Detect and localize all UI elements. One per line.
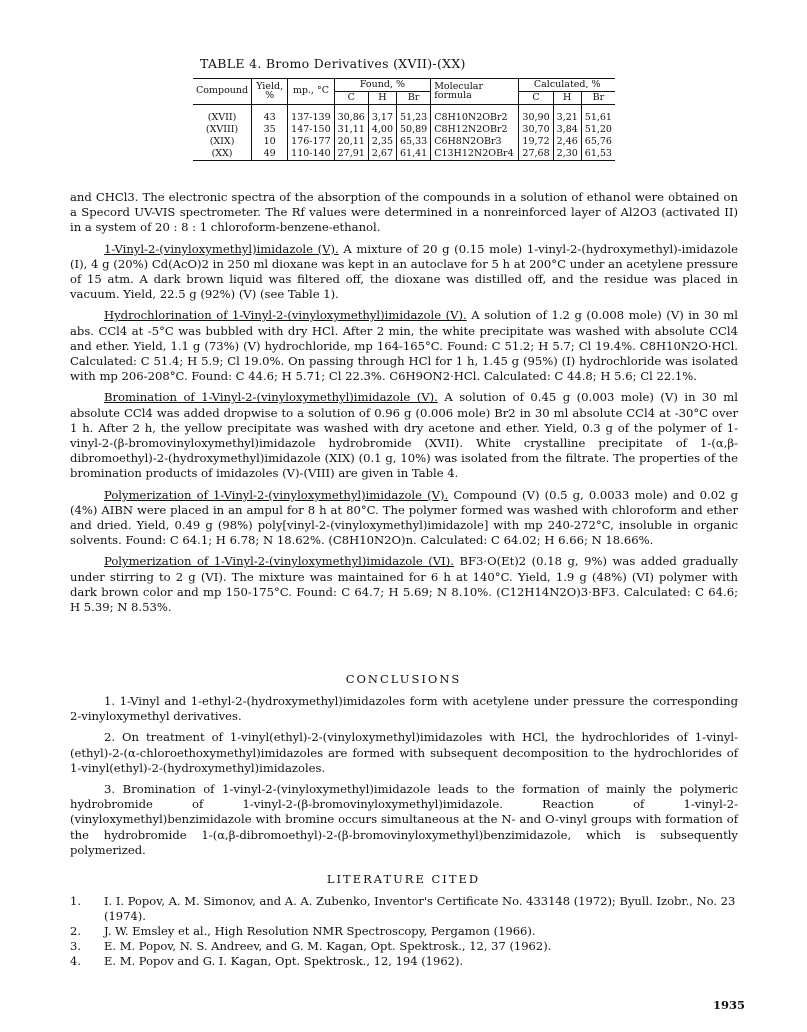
cell-found-c: 31,11 <box>334 124 368 136</box>
cell-calc-h: 2,46 <box>553 136 581 148</box>
paragraph-text: A solution of 0.45 g (0.003 mole) (V) in 30 ml absolute CCl4 was added dropwise to a solution of 0.96 g (0.006 mole) Br2 in 30 ml absolute CCl4 at -30°C over 1 h. After 2 h, the yellow precipitate was washed with dry acetone and ether. Yield, 0.3 g of the polymer of 1-vinyl-2-(β-bromovinyloxymethyl)imidazole hydrobromide (XVII). White crystalline precipitate of 1-(α,β-dibromoethyl)-2-(hydroxymethyl)imidazole (XIX) (0.1 g, 10%) was isolated from the filtrate. The properties of the bromination products of imidazoles (V)-(VIII) are given in Table 4. <box>70 390 738 481</box>
cell-found-h: 3,17 <box>368 112 396 124</box>
cell-calc-br: 51,20 <box>581 124 615 136</box>
reference-text: E. M. Popov and G. I. Kagan, Opt. Spektrosk., 12, 194 (1962). <box>104 954 464 968</box>
cell-calc-br: 65,76 <box>581 136 615 148</box>
reference-number: 4. <box>70 954 81 968</box>
cell-compound: (XVIII) <box>205 123 239 135</box>
cell-calc-br: 51,61 <box>581 112 615 124</box>
cell-found-c: 30,86 <box>334 112 368 124</box>
reference-item <box>70 939 738 954</box>
reference-item <box>70 924 738 939</box>
reference-item <box>70 954 738 969</box>
cell-mp: 176-177 <box>288 136 334 148</box>
paragraph-text: Compound (V) (0.5 g, 0.0033 mole) and 0.02 g (4%) AIBN were placed in an ampul for 8 h at 80°C. The polymer formed was washed with chloroform and ether and dried. Yield, 0.49 g (98%) poly[vinyl-2-(vinyloxymethyl)imidazole] with mp 240-272°C, insoluble in organic solvents. Found: C 64.1; H 6.78; N 18.62%. (C8H10N2O)n. Calculated: C 64.02; H 6.66; N 18.66%. <box>70 487 738 548</box>
paragraph-vinyl-synthesis <box>70 242 738 303</box>
cell-yield: 49 <box>252 148 288 160</box>
paragraph-text: A mixture of 20 g (0.15 mole) 1-vinyl-2-(hydroxymethyl)-imidazole (I), 4 g (20%) Cd(AcO)2 in 250 ml dioxane was kept in an autoclave for 5 h at 200°C under an acetylene pressure of 15 atm. A dark brown liquid was filtered off, the dioxane was distilled off, and the residue was placed in vacuum. Yield, 22.5 g (92%) (V) (see Table 1). <box>70 241 738 302</box>
reference-number: 3. <box>70 939 81 953</box>
header-compound: Compound <box>193 79 252 105</box>
paragraph-title: Hydrochlorination of 1-Vinyl-2-(vinyloxymethyl)imidazole (V). <box>104 308 467 323</box>
cell-mp: 110-140 <box>288 148 334 160</box>
cell-calc-c: 30,70 <box>519 124 553 136</box>
cell-calc-br: 61,53 <box>581 148 615 160</box>
intro-paragraph: and CHCl3. The electronic spectra of the absorption of the compounds in a solution of ethanol were obtained on a Specord UV-VIS spectrometer. The Rf values were determined in a nonreinforced layer of Al2O3 (activated II) in a system of 20 : 8 : 1 chloroform-benzene-ethanol. <box>70 190 738 235</box>
cell-calc-h: 2,30 <box>553 148 581 160</box>
paragraph-polymerization-vi <box>70 554 738 615</box>
cell-found-c: 27,91 <box>334 148 368 160</box>
header-found: Found, % <box>334 79 431 92</box>
header-calc-br: Br <box>581 91 615 104</box>
header-calc-h: H <box>553 91 581 104</box>
cell-found-h: 2,67 <box>368 148 396 160</box>
paragraph-text: BF3·O(Et)2 (0.18 g, 9%) was added gradually under stirring to 2 g (VI). The mixture was maintained for 6 h at 140°C. Yield, 1.9 g (48%) (VI) polymer with dark brown color and mp 150-175°C. Found: C 64.7; H 5.69; N 8.10%. (C12H14N2O)3·BF3. Calculated: C 64.6; H 5.39; N 8.53%. <box>70 554 738 615</box>
cell-compound: (XIX) <box>209 135 235 147</box>
cell-formula: C6H8N2OBr3 <box>431 136 519 148</box>
cell-yield: 10 <box>252 136 288 148</box>
paragraph-title: Bromination of 1-Vinyl-2-(vinyloxymethyl)imidazole (V). <box>104 390 438 405</box>
cell-calc-c: 30,90 <box>519 112 553 124</box>
header-mp: mp., °C <box>288 79 334 105</box>
cell-calc-h: 3,84 <box>553 124 581 136</box>
reference-item <box>70 894 738 924</box>
header-yield: Yield, % <box>252 79 288 105</box>
cell-mp: 137-139 <box>288 112 334 124</box>
cell-formula: C8H10N2OBr2 <box>431 112 519 124</box>
table-row <box>193 124 615 136</box>
reference-number: 2. <box>70 924 81 938</box>
cell-yield: 35 <box>252 124 288 136</box>
header-calc-c: C <box>519 91 553 104</box>
conclusion-item: 2. On treatment of 1-vinyl(ethyl)-2-(vinyloxymethyl)imidazoles with HCl, the hydrochlorides of 1-vinyl-(ethyl)-2-(α-chloroethoxymethyl)imidazoles are formed with subsequent decomposition to the hydrochlorides of 1-vinyl(ethyl)-2-(hydroxymethyl)imidazoles. <box>70 730 738 775</box>
reference-number: 1. <box>70 894 81 908</box>
reference-text: J. W. Emsley et al., High Resolution NMR Spectroscopy, Pergamon (1966). <box>104 924 536 938</box>
cell-found-br: 50,89 <box>397 124 431 136</box>
table-row <box>193 136 615 148</box>
cell-found-h: 2,35 <box>368 136 396 148</box>
page-number: 1935 <box>713 998 746 1012</box>
bromo-derivatives-table <box>193 78 615 161</box>
cell-formula: C8H12N2OBr2 <box>431 124 519 136</box>
header-found-br: Br <box>397 91 431 104</box>
header-molecular-formula: Molecular formula <box>431 79 519 105</box>
literature-heading: LITERATURE CITED <box>326 872 481 886</box>
reference-text: E. M. Popov, N. S. Andreev, and G. M. Kagan, Opt. Spektrosk., 12, 37 (1962). <box>104 939 552 953</box>
cell-yield: 43 <box>252 112 288 124</box>
body-text <box>70 190 738 615</box>
cell-formula: C13H12N2OBr4 <box>431 148 519 160</box>
conclusion-item: 3. Bromination of 1-vinyl-2-(vinyloxymethyl)imidazole leads to the formation of mainly the polymeric hydrobromide of 1-vinyl-2-(β-bromovinyloxymethyl)imidazole. Reaction of 1-vinyl-2-(vinyloxymethyl)benzimidazole with bromine occurs simultaneous at the N- and O-vinyl groups with formation of the hydrobromide 1-(α,β-dibromoethyl)-2-(β-bromovinyloxymethyl)benzimidazole, which is subsequently polymerized. <box>70 782 738 857</box>
paragraph-bromination <box>70 390 738 481</box>
paragraph-text: A solution of 1.2 g (0.008 mole) (V) in 30 ml abs. CCl4 at -5°C was bubbled with dry HCl. After 2 min, the white precipitate was washed with absolute CCl4 and ether. Yield, 1.1 g (73%) (V) hydrochloride, mp 164-165°C. Found: C 51.2; H 5.7; Cl 19.4%. C8H10N2O·HCl. Calculated: C 51.4; H 5.9; Cl 19.0%. On passing through HCl for 1 h, 1.45 g (95%) (I) hydrochloride was isolated with mp 206-208°C. Found: C 44.6; H 5.71; Cl 22.3%. C6H9ON2·HCl. Calculated: C 44.8; H 5.6; Cl 22.1%. <box>70 308 738 384</box>
paragraph-polymerization-v <box>70 488 738 549</box>
reference-text: I. I. Popov, A. M. Simonov, and A. A. Zubenko, Inventor's Certificate No. 433148 (1972); Byull. Izobr., No. 23 (1974). <box>104 894 736 923</box>
conclusion-item: 1. 1-Vinyl and 1-ethyl-2-(hydroxymethyl)imidazoles form with acetylene under pressure the corresponding 2-vinyloxymethyl derivatives. <box>70 694 738 724</box>
cell-mp: 147-150 <box>288 124 334 136</box>
cell-calc-c: 27,68 <box>519 148 553 160</box>
paragraph-title: Polymerization of 1-Vinyl-2-(vinyloxymethyl)imidazole (V). <box>104 487 449 502</box>
table-row <box>193 148 615 160</box>
references-list <box>70 894 738 969</box>
paragraph-title: 1-Vinyl-2-(vinyloxymethyl)imidazole (V). <box>104 241 339 256</box>
conclusions-heading: CONCLUSIONS <box>345 672 462 686</box>
table-row <box>193 112 615 124</box>
header-calculated: Calculated, % <box>519 79 615 92</box>
paragraph-title: Polymerization of 1-Vinyl-2-(vinyloxymethyl)imidazole (VI). <box>104 554 454 569</box>
cell-calc-c: 19,72 <box>519 136 553 148</box>
header-found-h: H <box>368 91 396 104</box>
cell-found-br: 61,41 <box>397 148 431 160</box>
cell-calc-h: 3,21 <box>553 112 581 124</box>
cell-found-br: 65,33 <box>397 136 431 148</box>
header-found-c: C <box>334 91 368 104</box>
paragraph-hydrochlorination <box>70 308 738 384</box>
table-title: TABLE 4. Bromo Derivatives (XVII)-(XX) <box>200 56 466 71</box>
cell-found-h: 4,00 <box>368 124 396 136</box>
cell-found-br: 51,23 <box>397 112 431 124</box>
cell-found-c: 20,11 <box>334 136 368 148</box>
cell-compound: (XVII) <box>207 111 237 123</box>
cell-compound: (XX) <box>193 148 252 160</box>
conclusions-list <box>70 694 738 858</box>
